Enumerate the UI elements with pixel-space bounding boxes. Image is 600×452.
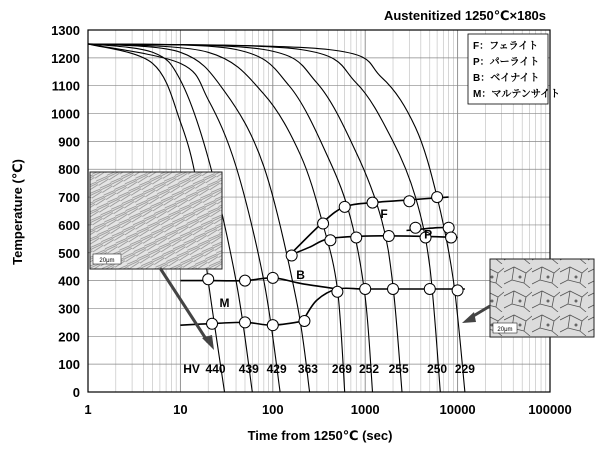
data-marker (267, 320, 278, 331)
data-marker (351, 232, 362, 243)
y-tick-label: 500 (58, 245, 80, 261)
x-tick-label: 100 (261, 402, 284, 417)
x-tick-label: 10 (173, 402, 188, 417)
y-tick-label: 0 (72, 385, 80, 400)
y-tick-label: 1200 (51, 50, 80, 66)
region-label-f: F (380, 206, 388, 221)
x-tick-label: 1000 (350, 402, 380, 417)
hv-label: 440 (205, 362, 226, 376)
region-label-p: P (424, 227, 433, 242)
hv-label: 250 (427, 362, 448, 376)
y-tick-label: 1100 (51, 78, 80, 94)
x-axis-title: Time from 1250℃ (sec) (247, 428, 393, 443)
legend (468, 34, 560, 104)
hv-label: 439 (238, 362, 259, 376)
y-tick-label: 600 (58, 217, 80, 233)
data-marker (325, 235, 336, 246)
micrograph-martensite (90, 172, 222, 269)
arrow-head-right (462, 312, 476, 323)
x-tick-label: 100000 (528, 402, 572, 417)
data-marker (239, 317, 250, 328)
data-marker (267, 272, 278, 283)
hv-label: 363 (297, 362, 318, 376)
data-marker (360, 283, 371, 294)
legend-entry-b: B：ベイナイト (473, 73, 540, 84)
micrograph-arrow-left (160, 268, 208, 342)
y-tick-label: 300 (58, 301, 80, 317)
data-marker (432, 192, 443, 203)
data-marker (207, 318, 218, 329)
micrograph-scale-label: 20μm (497, 327, 513, 333)
y-tick-label: 1300 (51, 23, 80, 38)
y-tick-label: 800 (58, 162, 80, 178)
data-marker (318, 218, 329, 229)
data-marker (388, 283, 399, 294)
data-marker (286, 250, 297, 261)
data-marker (446, 232, 457, 243)
hv-label: 429 (266, 362, 287, 376)
y-tick-label: 700 (58, 190, 80, 206)
y-tick-label: 1000 (51, 106, 80, 122)
legend-entry-f: F：フェライト (473, 41, 539, 52)
data-marker (424, 283, 435, 294)
hv-label: 269 (331, 362, 352, 376)
data-marker (332, 286, 343, 297)
hv-label: 255 (388, 362, 409, 376)
data-marker (410, 222, 421, 233)
data-marker (404, 196, 415, 207)
micrograph-ferrite-pearlite (490, 259, 594, 337)
y-tick-labels (51, 23, 80, 400)
chart-title: Austenitized 1250℃×180s (383, 8, 547, 23)
data-marker (443, 222, 454, 233)
data-marker (239, 275, 250, 286)
data-marker (452, 285, 463, 296)
x-tick-label: 1 (84, 402, 92, 417)
hv-prefix: HV (183, 362, 200, 376)
micrograph-scale-label: 20μm (99, 258, 115, 264)
data-marker (367, 197, 378, 208)
y-tick-label: 200 (58, 329, 80, 345)
y-tick-label: 100 (58, 357, 80, 373)
legend-entry-p: P：パーライト (473, 57, 540, 68)
x-tick-labels (84, 402, 571, 417)
y-tick-label: 900 (58, 134, 80, 150)
data-marker (299, 315, 310, 326)
y-axis-title: Temperature (℃) (10, 159, 25, 265)
region-label-b: B (296, 268, 305, 283)
hv-label: 229 (454, 362, 475, 376)
x-tick-label: 10000 (439, 402, 476, 417)
region-label-m: M (219, 295, 230, 310)
legend-entry-m: M：マルテンサイト (473, 89, 561, 100)
y-tick-label: 400 (58, 273, 80, 289)
hv-label: 252 (359, 362, 380, 376)
data-marker (383, 231, 394, 242)
data-marker (339, 201, 350, 212)
data-marker (203, 274, 214, 285)
